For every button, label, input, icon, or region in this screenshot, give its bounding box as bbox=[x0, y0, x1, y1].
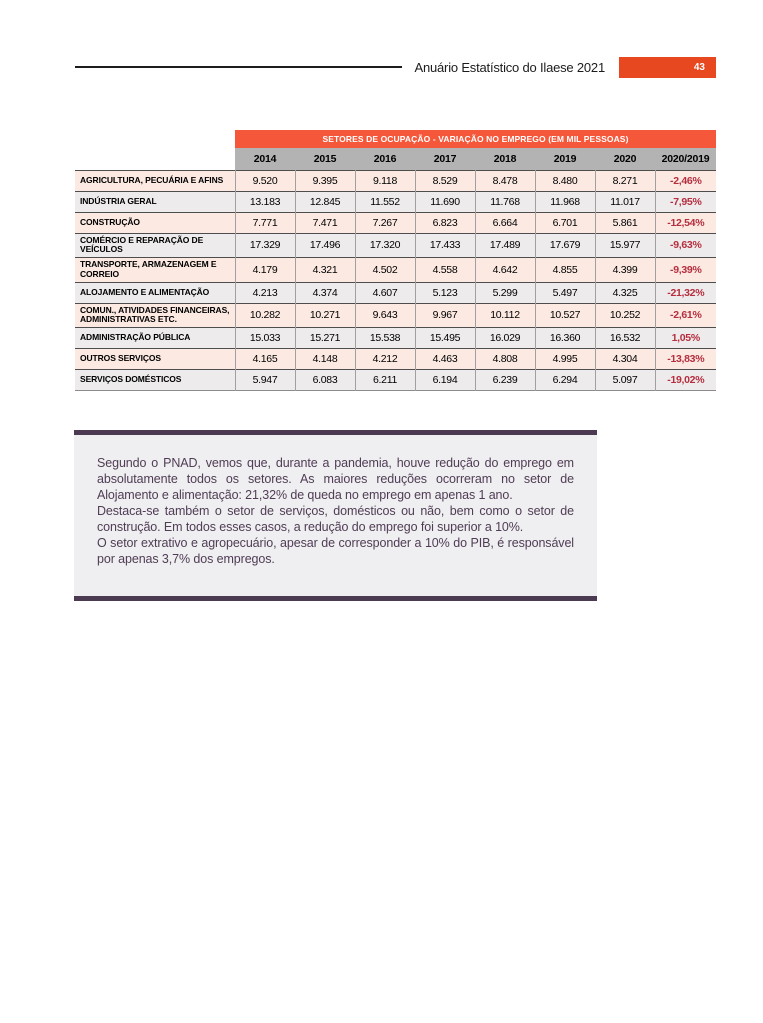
cell-value: 4.642 bbox=[475, 258, 535, 283]
cell-value: 9.395 bbox=[295, 170, 355, 191]
cell-value: 7.771 bbox=[235, 212, 295, 233]
cell-value: 10.282 bbox=[235, 303, 295, 328]
row-label: SERVIÇOS DOMÉSTICOS bbox=[75, 370, 235, 391]
cell-value: 9.520 bbox=[235, 170, 295, 191]
year-spacer bbox=[75, 148, 235, 170]
cell-value: 10.252 bbox=[595, 303, 655, 328]
cell-variation: -7,95% bbox=[655, 191, 716, 212]
cell-value: 17.433 bbox=[415, 233, 475, 258]
table-row bbox=[75, 170, 716, 191]
cell-value: 5.123 bbox=[415, 282, 475, 303]
cell-value: 5.299 bbox=[475, 282, 535, 303]
table-row bbox=[75, 282, 716, 303]
column-header: 2020/2019 bbox=[655, 148, 716, 170]
cell-value: 11.017 bbox=[595, 191, 655, 212]
cell-variation: -19,02% bbox=[655, 370, 716, 391]
cell-value: 6.211 bbox=[355, 370, 415, 391]
cell-value: 4.304 bbox=[595, 349, 655, 370]
cell-value: 4.995 bbox=[535, 349, 595, 370]
table-row bbox=[75, 233, 716, 258]
cell-value: 9.967 bbox=[415, 303, 475, 328]
cell-value: 4.399 bbox=[595, 258, 655, 283]
note-box bbox=[74, 430, 597, 601]
cell-value: 8.480 bbox=[535, 170, 595, 191]
cell-value: 15.538 bbox=[355, 328, 415, 349]
row-label: ADMINISTRAÇÃO PÚBLICA bbox=[75, 328, 235, 349]
cell-value: 4.855 bbox=[535, 258, 595, 283]
cell-value: 7.267 bbox=[355, 212, 415, 233]
column-header: 2020 bbox=[595, 148, 655, 170]
cell-value: 4.463 bbox=[415, 349, 475, 370]
cell-value: 5.497 bbox=[535, 282, 595, 303]
column-header: 2017 bbox=[415, 148, 475, 170]
column-header: 2019 bbox=[535, 148, 595, 170]
cell-value: 6.701 bbox=[535, 212, 595, 233]
cell-value: 5.947 bbox=[235, 370, 295, 391]
cell-variation: 1,05% bbox=[655, 328, 716, 349]
cell-value: 15.033 bbox=[235, 328, 295, 349]
row-label: INDÚSTRIA GERAL bbox=[75, 191, 235, 212]
cell-value: 16.532 bbox=[595, 328, 655, 349]
note-paragraph: O setor extrativo e agropecuário, apesar de corresponder a 10% do PIB, é responsável por apenas 3,7% dos empregos. bbox=[97, 536, 574, 566]
row-label: COMUN., ATIVIDADES FINANCEIRAS, ADMINISTRATIVAS ETC. bbox=[75, 303, 235, 328]
cell-value: 11.690 bbox=[415, 191, 475, 212]
cell-value: 4.212 bbox=[355, 349, 415, 370]
cell-value: 15.271 bbox=[295, 328, 355, 349]
cell-value: 8.271 bbox=[595, 170, 655, 191]
cell-value: 4.808 bbox=[475, 349, 535, 370]
note-paragraph: Destaca-se também o setor de serviços, domésticos ou não, bem como o setor de construção. Em todos esses casos, a redução do emprego foi superior a 10%. bbox=[97, 504, 574, 534]
column-header: 2018 bbox=[475, 148, 535, 170]
column-header: 2016 bbox=[355, 148, 415, 170]
cell-value: 4.148 bbox=[295, 349, 355, 370]
table-row bbox=[75, 258, 716, 283]
sectors-table bbox=[75, 130, 716, 391]
cell-value: 17.489 bbox=[475, 233, 535, 258]
cell-value: 16.029 bbox=[475, 328, 535, 349]
cell-variation: -13,83% bbox=[655, 349, 716, 370]
cell-value: 6.083 bbox=[295, 370, 355, 391]
cell-value: 4.213 bbox=[235, 282, 295, 303]
cell-value: 5.861 bbox=[595, 212, 655, 233]
cell-value: 4.165 bbox=[235, 349, 295, 370]
table-year-row bbox=[75, 148, 716, 170]
cell-value: 4.502 bbox=[355, 258, 415, 283]
header-rule bbox=[75, 66, 402, 68]
cell-value: 16.360 bbox=[535, 328, 595, 349]
cell-variation: -9,39% bbox=[655, 258, 716, 283]
cell-value: 6.823 bbox=[415, 212, 475, 233]
cell-value: 9.643 bbox=[355, 303, 415, 328]
row-label: COMÉRCIO E REPARAÇÃO DE VEÍCULOS bbox=[75, 233, 235, 258]
cell-variation: -2,46% bbox=[655, 170, 716, 191]
cell-value: 4.321 bbox=[295, 258, 355, 283]
cell-value: 10.112 bbox=[475, 303, 535, 328]
cell-value: 6.294 bbox=[535, 370, 595, 391]
table-row bbox=[75, 370, 716, 391]
note-paragraph: Segundo o PNAD, vemos que, durante a pandemia, houve redução do emprego em absolutamente todos os setores. As maiores reduções ocorreram no setor de Alojamento e alimentação: 21,32% de queda no emprego em apenas 1 ano. bbox=[97, 456, 574, 502]
cell-value: 6.239 bbox=[475, 370, 535, 391]
cell-value: 17.320 bbox=[355, 233, 415, 258]
cell-value: 12.845 bbox=[295, 191, 355, 212]
cell-value: 11.552 bbox=[355, 191, 415, 212]
column-header: 2014 bbox=[235, 148, 295, 170]
cell-value: 13.183 bbox=[235, 191, 295, 212]
cell-value: 4.325 bbox=[595, 282, 655, 303]
table-title: SETORES DE OCUPAÇÃO - VARIAÇÃO NO EMPREGO (EM MIL PESSOAS) bbox=[235, 130, 716, 148]
cell-value: 10.527 bbox=[535, 303, 595, 328]
cell-value: 7.471 bbox=[295, 212, 355, 233]
cell-value: 8.529 bbox=[415, 170, 475, 191]
page-header bbox=[75, 56, 716, 78]
table-row bbox=[75, 303, 716, 328]
table-row bbox=[75, 191, 716, 212]
cell-value: 11.968 bbox=[535, 191, 595, 212]
cell-value: 4.558 bbox=[415, 258, 475, 283]
table-row bbox=[75, 349, 716, 370]
cell-variation: -12,54% bbox=[655, 212, 716, 233]
cell-value: 11.768 bbox=[475, 191, 535, 212]
cell-value: 10.271 bbox=[295, 303, 355, 328]
cell-variation: -9,63% bbox=[655, 233, 716, 258]
cell-value: 17.496 bbox=[295, 233, 355, 258]
cell-value: 8.478 bbox=[475, 170, 535, 191]
table-row bbox=[75, 328, 716, 349]
row-label: TRANSPORTE, ARMAZENAGEM E CORREIO bbox=[75, 258, 235, 283]
page-number-badge: 43 bbox=[619, 57, 716, 78]
sectors-table-wrap bbox=[75, 130, 716, 391]
cell-value: 17.679 bbox=[535, 233, 595, 258]
header-title: Anuário Estatístico do Ilaese 2021 bbox=[414, 59, 605, 75]
cell-value: 4.374 bbox=[295, 282, 355, 303]
cell-value: 9.118 bbox=[355, 170, 415, 191]
row-label: OUTROS SERVIÇOS bbox=[75, 349, 235, 370]
cell-value: 17.329 bbox=[235, 233, 295, 258]
row-label: AGRICULTURA, PECUÁRIA E AFINS bbox=[75, 170, 235, 191]
table-band-row bbox=[75, 130, 716, 148]
cell-value: 5.097 bbox=[595, 370, 655, 391]
cell-value: 4.607 bbox=[355, 282, 415, 303]
cell-value: 4.179 bbox=[235, 258, 295, 283]
row-label: CONSTRUÇÃO bbox=[75, 212, 235, 233]
cell-variation: -2,61% bbox=[655, 303, 716, 328]
table-body bbox=[75, 170, 716, 391]
band-spacer bbox=[75, 130, 235, 148]
cell-value: 15.977 bbox=[595, 233, 655, 258]
row-label: ALOJAMENTO E ALIMENTAÇÃO bbox=[75, 282, 235, 303]
cell-value: 6.664 bbox=[475, 212, 535, 233]
column-header: 2015 bbox=[295, 148, 355, 170]
table-row bbox=[75, 212, 716, 233]
cell-value: 15.495 bbox=[415, 328, 475, 349]
cell-value: 6.194 bbox=[415, 370, 475, 391]
cell-variation: -21,32% bbox=[655, 282, 716, 303]
